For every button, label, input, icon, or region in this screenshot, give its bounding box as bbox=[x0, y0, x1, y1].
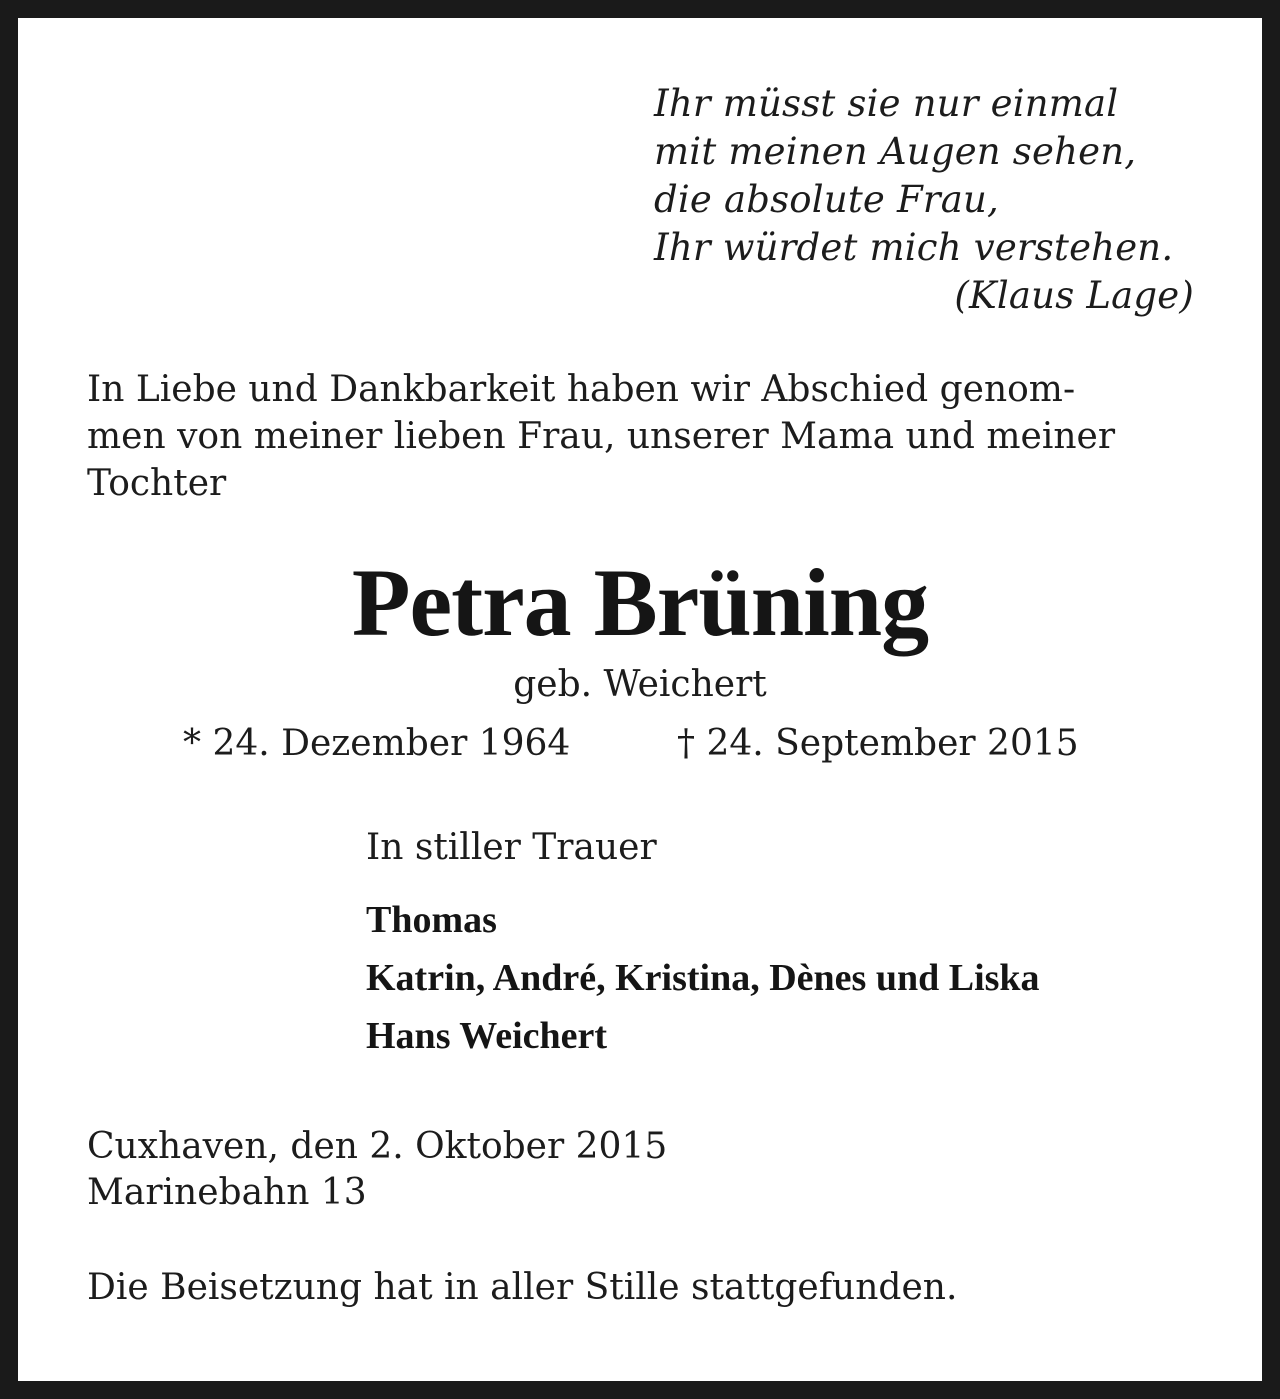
verse-line: Ihr müsst sie nur einmal bbox=[654, 82, 1119, 125]
deceased-name: Petra Brüning bbox=[351, 549, 929, 656]
intro-line: men von meiner lieben Frau, unserer Mama und meiner bbox=[87, 416, 1116, 457]
mourner-name: Hans Weichert bbox=[366, 1015, 608, 1057]
mourners-heading: In stiller Trauer bbox=[366, 827, 657, 868]
verse-line: Ihr würdet mich verstehen. bbox=[654, 226, 1174, 269]
death-date: † 24. September 2015 bbox=[677, 723, 1079, 764]
address: Marinebahn 13 bbox=[87, 1172, 367, 1213]
closing-note: Die Beisetzung hat in aller Stille stattgefunden. bbox=[87, 1267, 958, 1308]
verse-author: (Klaus Lage) bbox=[954, 274, 1194, 317]
intro-paragraph bbox=[87, 366, 1197, 507]
birth-date: * 24. Dezember 1964 bbox=[183, 723, 571, 764]
verse-quote bbox=[654, 80, 1194, 320]
mourners-section bbox=[366, 825, 1206, 1065]
mourner-name: Katrin, André, Kristina, Dènes und Liska bbox=[366, 957, 1040, 999]
verse-line: mit meinen Augen sehen, bbox=[654, 130, 1137, 173]
place-and-address bbox=[87, 1124, 667, 1216]
verse-line: die absolute Frau, bbox=[654, 178, 999, 221]
place-date: Cuxhaven, den 2. Oktober 2015 bbox=[87, 1126, 668, 1167]
mourner-name: Thomas bbox=[366, 899, 497, 941]
maiden-name: geb. Weichert bbox=[513, 664, 767, 705]
mourners-list bbox=[366, 891, 1206, 1065]
intro-line: In Liebe und Dankbarkeit haben wir Abschied genom- bbox=[87, 369, 1076, 410]
intro-line: Tochter bbox=[87, 463, 227, 504]
